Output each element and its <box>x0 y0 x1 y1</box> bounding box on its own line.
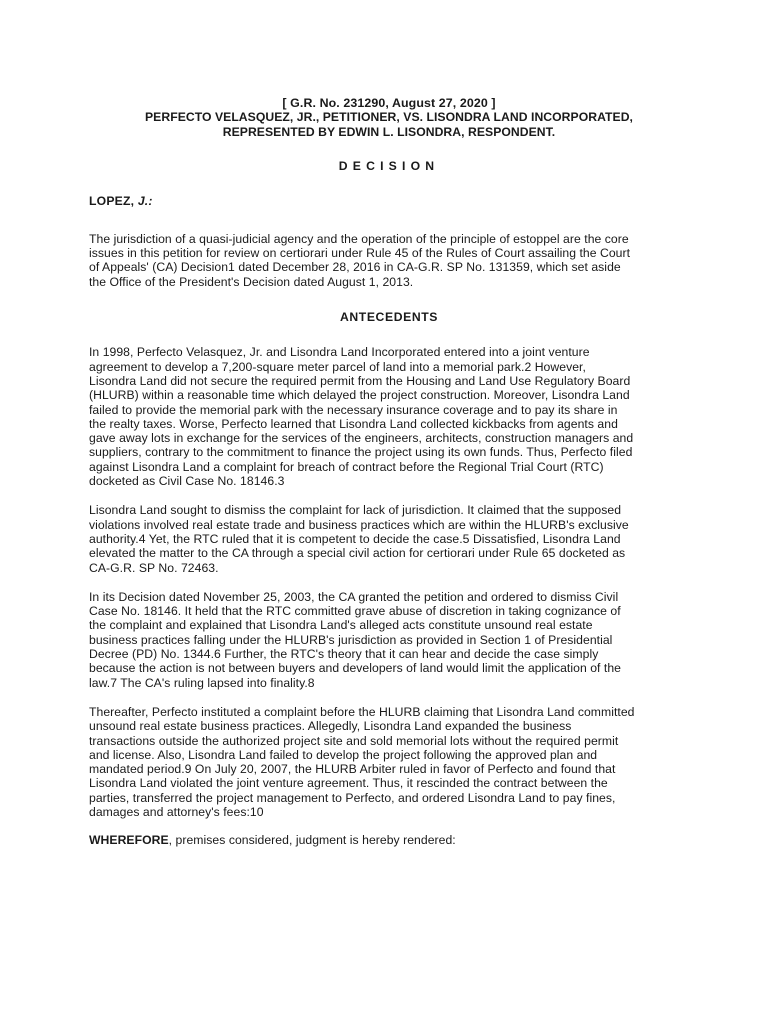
wherefore-lead: WHEREFORE <box>89 833 169 848</box>
body-paragraph: In its Decision dated November 25, 2003, the CA granted the petition and ordered to dismiss Civil Case No. 18146. It held that the RTC committed grave abuse of discretion in taking cognizance of the complaint and explained that Lisondra Land's alleged acts constitute unsound real estate business practices falling under the HLURB's jurisdiction as provided in Section 1 of Presidential Decree (PD) No. 1344.6 Further, the RTC's theory that it can hear and decide the case simply because the action is not between buyers and developers of land would limit the application of the law.7 The CA's ruling lapsed into finality.8 <box>89 589 622 690</box>
body-paragraph: Lisondra Land sought to dismiss the complaint for lack of jurisdiction. It claimed that the supposed violations involved real estate trade and business practices which are within the HLURB's exclusive authority.4 Yet, the RTC ruled that it is competent to decide the case.5 Dissatisfied, Lisondra Land elevated the matter to the CA through a special civil action for certiorari under Rule 65 docketed as CA-G.R. SP No. 72463. <box>89 503 629 575</box>
intro-paragraph: The jurisdiction of a quasi-judicial agency and the operation of the principle of estoppel are the core issues in this petition for review on certiorari under Rule 45 of the Rules of Court assailing the Court of Appeals' (CA) Decision1 dated December 28, 2016 in CA-G.R. SP No. 131359, which set aside the Office of the President's Decision dated August 1, 2013. <box>89 231 631 289</box>
wherefore-text: , premises considered, judgment is hereby rendered: <box>168 833 456 848</box>
wherefore-paragraph <box>89 833 689 847</box>
ponente-name: LOPEZ, <box>89 193 138 208</box>
body-paragraph: Thereafter, Perfecto instituted a complaint before the HLURB claiming that Lisondra Land committed unsound real estate business practices. Allegedly, Lisondra Land expanded the business transactions outside the authorized project site and sold memorial lots without the required permit and license. Also, Lisondra Land failed to develop the project following the approved plan and mandated period.9 On July 20, 2007, the HLURB Arbiter ruled in favor of Perfecto and found that Lisondra Land violated the joint venture agreement. Thus, it rescinded the contract between the parties, transferred the project management to Perfecto, and ordered Lisondra Land to pay fines, damages and attorney's fees:10 <box>89 704 635 819</box>
ponente-title: J.: <box>137 193 153 208</box>
decision-document <box>89 96 689 848</box>
body-paragraph: In 1998, Perfecto Velasquez, Jr. and Lisondra Land Incorporated entered into a joint venture agreement to develop a 7,200-square meter parcel of land into a memorial park.2 However, Lisondra Land did not secure the required permit from the Housing and Land Use Regulatory Board (HLURB) within a reasonable time which delayed the project construction. Moreover, Lisondra Land failed to provide the memorial park with the necessary insurance coverage and to pay its share in the realty taxes. Worse, Perfecto learned that Lisondra Land collected kickbacks from agents and gave away lots in exchange for the services of the engineers, architects, construction managers and suppliers, contrary to the commitment to finance the project using its own funds. Thus, Perfecto filed against Lisondra Land a complaint for breach of contract before the Regional Trial Court (RTC) docketed as Civil Case No. 18146.3 <box>89 345 634 489</box>
decision-title: DECISION <box>338 159 440 174</box>
case-parties: PERFECTO VELASQUEZ, JR., PETITIONER, VS. LISONDRA LAND INCORPORATED, REPRESENTED BY EDWIN L. LISONDRA, RESPONDENT. <box>144 110 633 139</box>
case-number-heading: [ G.R. No. 231290, August 27, 2020 ] <box>282 96 496 110</box>
section-heading-antecedents: ANTECEDENTS <box>339 310 438 325</box>
ponente <box>89 194 689 208</box>
